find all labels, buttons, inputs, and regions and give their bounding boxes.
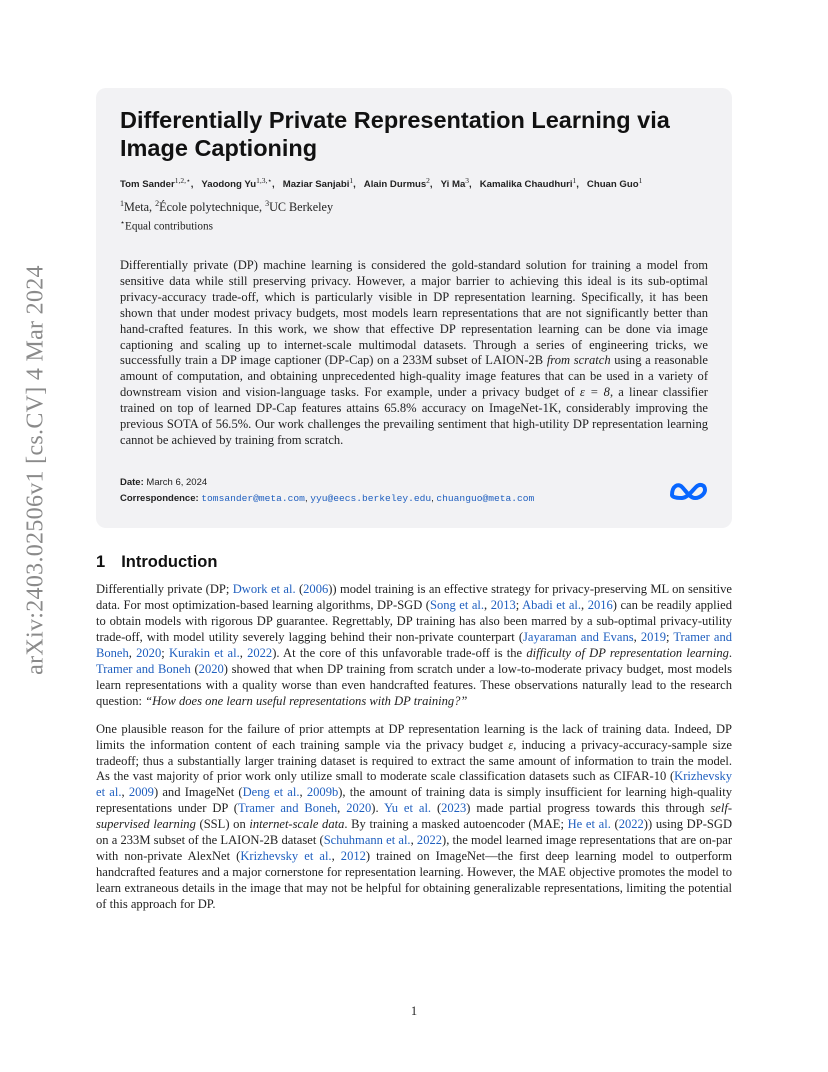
abstract-text: , a linear classifier trained on top of learned DP-Cap features attains 65.8% accuracy on ImageNet-1K, considerably improving the previous SOTA of 56.5%. Our work challenges the prevailing sentiment that high-utility DP representation learning cannot be achieved by training from scratch. — [120, 385, 708, 447]
paper-meta — [120, 477, 534, 509]
paragraph-text: , — [410, 833, 417, 848]
paragraph-text: ) can be readily applied to obtain models with rigorous DP guarantee. Regrettably, DP training has also been marred by a sub-optimal privacy-utility trade-off, with model utility severely lagging behind their non-private counterpart ( — [96, 597, 733, 644]
intro-paragraph-1 — [96, 582, 732, 710]
abstract-text: Differentially private (DP) machine learning is considered the gold-standard solution for training a model from sensitive data while still preserving privacy. However, a major barrier to achieving this ideal is its sub-optimal privacy-accuracy trade-off, which is particularly visible in DP representation learning. Specifically, it has been shown that under modest privacy budgets, most models learn representations that are not significantly better than hand-crafted features. In this work, we show that effective DP representation learning can be done via image captioning and scaling up to internet-scale multimodal datasets. Through a series of engineering tricks, we successfully train a DP image captioner (DP-Cap) on a 233M subset of LAION-2B — [120, 257, 708, 368]
affiliation-name: UC Berkeley — [269, 200, 334, 215]
paragraph-text: , — [128, 645, 137, 660]
paragraph-text: , — [239, 645, 248, 660]
email-link[interactable]: chuanguo@meta.com — [436, 493, 535, 504]
citation-link[interactable]: 2019 — [640, 629, 666, 644]
citation-link[interactable]: Tramer and Boneh — [96, 629, 733, 660]
section-title-text: Introduction — [121, 553, 218, 571]
author-list — [120, 176, 708, 190]
author-name: Kamalika Chaudhuri$^1$, — [479, 176, 579, 191]
author-affiliation-marker: 1,3,⋆ — [256, 176, 273, 185]
affiliation-name: Meta, — [124, 200, 156, 215]
paragraph-text: , — [121, 785, 129, 800]
author-affiliation-marker: 1 — [638, 176, 643, 185]
author-name: Yi Ma$^3$, — [440, 176, 472, 191]
page-number: 1 — [410, 1004, 418, 1018]
emphasis-text: “How does one learn useful representations with DP training?” — [145, 693, 468, 708]
citation-link[interactable]: He et al. — [567, 817, 611, 832]
citation-link[interactable]: 2022 — [247, 645, 273, 660]
equal-contribution-note — [120, 218, 708, 233]
arxiv-sidebar — [0, 0, 70, 1072]
citation-link[interactable]: 2009 — [128, 785, 154, 800]
affiliations — [120, 199, 708, 215]
paragraph-text: ( — [610, 817, 619, 832]
citation-link[interactable]: 2020 — [198, 661, 224, 676]
emphasis-text: ε — [508, 737, 514, 752]
citation-link[interactable]: Dwork et al. — [232, 582, 296, 596]
citation-link[interactable]: 2022 — [618, 817, 644, 832]
date-label: Date: — [120, 477, 144, 488]
citation-link[interactable]: 2016 — [587, 597, 613, 612]
paragraph-text: . By training a masked autoencoder (MAE; — [344, 817, 568, 832]
paragraph-text: , — [581, 597, 588, 612]
paragraph-text: One plausible reason for the failure of prior attempts at DP representation learning is the lack of training data. Indeed, DP limits the information content of each training sample via the privacy budget — [96, 721, 732, 752]
paragraph-text: )) model training is an effective strategy for privacy-preserving ML on sensitive data. For most optimization-based learning algorithms, DP-SGD ( — [96, 582, 732, 612]
paragraph-text: ( — [190, 661, 199, 676]
paragraph-text: ; — [665, 629, 674, 644]
abstract-emphasis: from scratch — [546, 353, 611, 368]
author-name: Alain Durmus$^2$, — [363, 176, 433, 191]
citation-link[interactable]: Jayaraman and Evans — [523, 629, 634, 644]
citation-link[interactable]: 2009b — [306, 785, 339, 800]
citation-link[interactable]: Deng et al. — [242, 785, 300, 800]
email-link[interactable]: tomsander@meta.com — [201, 493, 305, 504]
affiliation-marker: 1 — [120, 199, 124, 209]
paragraph-text: ( — [431, 801, 442, 816]
abstract-text: using a reasonable amount of computation, and obtaining unprecedented high-quality image features that can be used in a variety of downstream vision and vision-language tasks. For example, under a privacy budget of — [120, 353, 708, 400]
paragraph-text: , — [299, 785, 307, 800]
section-number: 1 — [96, 553, 106, 571]
paragraph-text: ), the amount of training data is simply insufficient for learning high-quality representations under DP ( — [96, 785, 732, 816]
citation-link[interactable]: Yu et al. — [384, 801, 432, 816]
affiliation-marker: 2 — [155, 199, 160, 209]
citation-link[interactable]: Tramer and Boneh — [96, 661, 191, 676]
abstract — [120, 258, 708, 449]
author-name: Maziar Sanjabi$^1$, — [282, 176, 356, 191]
paragraph-text: ; — [515, 597, 523, 612]
paragraph-text: ) showed that when DP training from scratch under a low-to-moderate privacy budget, most models learn representations with a quality worse than even handcrafted features. These observations naturally lead to the research question: — [96, 661, 733, 708]
paragraph-text: ). At the core of this unfavorable trade-off is the — [272, 645, 527, 660]
intro-body — [96, 582, 732, 925]
paragraph-text: . — [728, 645, 733, 660]
paper-header-box — [96, 88, 732, 528]
author-affiliation-marker: 1,2,⋆ — [174, 176, 191, 185]
emphasis-text: difficulty of DP representation learning — [526, 645, 729, 660]
citation-link[interactable]: 2020 — [136, 645, 162, 660]
correspondence-row: Correspondence: tomsander@meta.com, yyu@eecs.berkeley.edu, chuanguo@meta.com — [120, 493, 535, 504]
meta-logo-icon — [668, 480, 710, 502]
correspondence-label: Correspondence: — [120, 493, 199, 504]
citation-link[interactable]: 2013 — [490, 597, 516, 612]
email-link[interactable]: yyu@eecs.berkeley.edu — [310, 493, 432, 504]
citation-link[interactable]: 2012 — [340, 849, 366, 864]
arxiv-identifier: arXiv:2403.02506v1 [cs.CV] 4 Mar 2024 — [22, 265, 49, 675]
paragraph-text: ). — [371, 801, 385, 816]
abstract-math: ε = 8 — [579, 385, 610, 400]
paragraph-text: )) using DP-SGD on a 233M subset of the LAION-2B dataset ( — [96, 817, 732, 848]
date-row — [120, 477, 534, 488]
citation-link[interactable]: Kurakin et al. — [168, 645, 240, 660]
author-affiliation-marker: 1 — [349, 176, 354, 185]
emphasis-text: self-supervised learning — [96, 801, 732, 832]
paragraph-text: , — [331, 849, 341, 864]
citation-link[interactable]: 2023 — [441, 801, 467, 816]
affiliation-marker: 3 — [265, 199, 270, 209]
paragraph-text: ( — [295, 582, 304, 596]
paragraph-text: , — [337, 801, 347, 816]
citation-link[interactable]: Krizhevsky et al. — [240, 849, 332, 864]
citation-link[interactable]: 2022 — [416, 833, 443, 848]
author-name: Chuan Guo$^1$ — [586, 176, 643, 191]
paragraph-text: , — [484, 597, 491, 612]
paragraph-text: , — [633, 629, 641, 644]
paragraph-text: Differentially private (DP; — [96, 582, 233, 596]
paragraph-text: ) and ImageNet ( — [153, 785, 243, 800]
author-affiliation-marker: 3 — [465, 176, 470, 185]
citation-link[interactable]: Schuhmann et al. — [323, 833, 411, 848]
paragraph-text: ), the model learned image representations that are on-par with non-private AlexNet ( — [96, 833, 732, 864]
author-name: Yaodong $Yu^{1,3,⋆}$, — [201, 176, 275, 191]
author-affiliation-marker: 1 — [572, 176, 577, 185]
paper-title: Differentially Private Representation Learning via Image Captioning — [120, 107, 670, 161]
equal-contribution-text: Equal contributions — [125, 220, 213, 233]
affiliation-name: École polytechnique, — [159, 200, 266, 215]
emphasis-text: internet-scale data — [249, 817, 345, 832]
paragraph-text: ; — [161, 645, 169, 660]
paragraph-text: (SSL) on — [195, 817, 250, 832]
citation-link[interactable]: 2020 — [346, 801, 372, 816]
paragraph-text: ) made partial progress towards this through — [466, 801, 711, 816]
author-name: Tom Sander$^{1,2,⋆}$, — [120, 176, 194, 191]
citation-link[interactable]: Song et al. — [429, 597, 485, 612]
citation-link[interactable]: Krizhevsky et al. — [96, 769, 732, 800]
paragraph-text: , inducing a privacy-accuracy-sample size tradeoff; thus a substantially larger training dataset is required to extract the same amount of information to train the model. As the vast majority of prior work only utilize small to moderate scale classification datasets such as CIFAR-10 ( — [96, 737, 732, 784]
citation-link[interactable]: Abadi et al. — [522, 597, 582, 612]
intro-paragraph-2 — [96, 722, 732, 913]
date-value: March 6, 2024 — [146, 477, 208, 488]
citation-link[interactable]: Tramer and Boneh — [237, 801, 338, 816]
equal-marker: ⋆ — [120, 218, 126, 228]
author-affiliation-marker: 2 — [426, 176, 430, 185]
citation-link[interactable]: 2006 — [303, 582, 329, 596]
section-heading — [96, 553, 217, 572]
paragraph-text: ) trained on ImageNet—the first deep learning model to outperform handcrafted features and a major cornerstone for representation learning. However, the MAE objective promotes the model to learn extraneous details in the image that may not be helpful for obtaining generalizable representations, limiting the potential of this approach for DP. — [96, 849, 732, 912]
